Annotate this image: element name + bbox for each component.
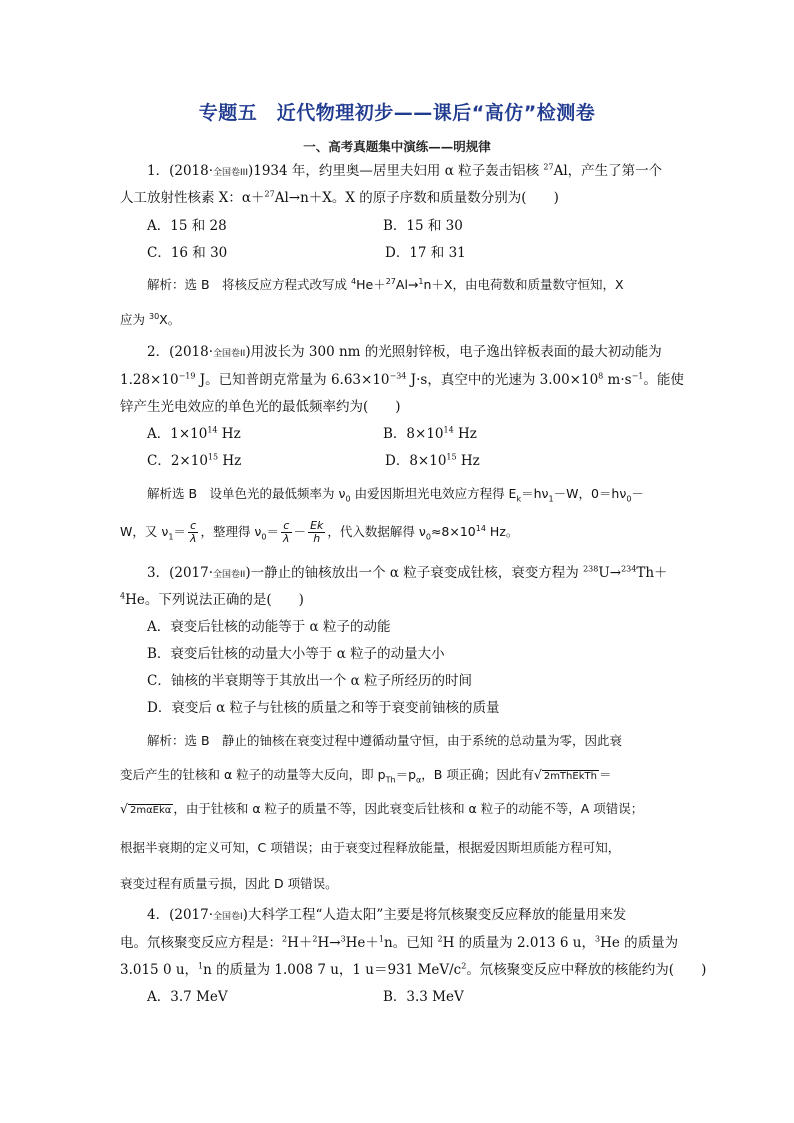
q1-solution-line1 [147, 276, 707, 294]
q3-solution-text: ＝p [395, 767, 417, 782]
q2-solution-text: ≈8×10 [430, 524, 476, 539]
q2-solution-line2 [120, 520, 680, 545]
q1-al-mass: 27 [543, 162, 554, 172]
q2-exp: 14 [475, 523, 486, 533]
q2-solution-text: 由爱因斯坦光电效应方程得 E [350, 486, 517, 501]
q3-solution-line4: 根据半衰期的定义可知，C 项错误；由于衰变过程释放能量，根据爱因斯坦质能方程可知， [120, 840, 621, 855]
q1-text: Al，产生了第一个 [553, 163, 663, 179]
q2-solution-text: －W，0＝hν [553, 486, 627, 501]
fraction-c-over-lambda [188, 520, 199, 545]
q3-text: He。下列说法正确的是( ) [125, 592, 304, 608]
q2-solution-text: W，又 ν [120, 524, 169, 539]
q1-solution-text: Al→ [395, 277, 419, 292]
q2-opt-text: C．2×10 [147, 453, 208, 469]
q2-stem-line2 [120, 371, 684, 389]
q2-source: 全国卷II [213, 349, 246, 359]
q4-sup: 3 [594, 934, 601, 944]
q1-solution-text: X。 [159, 312, 181, 327]
q2-solution-text: Hz。 [485, 524, 519, 539]
q3-text: 3．(2017· [147, 565, 214, 581]
q4-source: 全国卷I [213, 912, 243, 922]
q1-text: 人工放射性核素 X：α＋ [120, 190, 265, 206]
fraction-c-over-lambda [281, 520, 292, 545]
q3-text: )一静止的铀核放出一个 α 粒子衰变成钍核，衰变方程为 [245, 565, 584, 581]
q1-text: )1934 年，约里奥—居里夫妇用 α 粒子轰击铝核 [247, 163, 544, 179]
section-heading: 一、高考真题集中演练——明规律 [303, 139, 491, 154]
q2-text: )用波长为 300 nm 的光照射锌板，电子逸出锌板表面的最大初动能为 [245, 344, 662, 360]
q2-text: 2．(2018· [147, 344, 214, 360]
q2-solution-text: ＝ [173, 524, 186, 539]
q2-exp: 8 [598, 371, 604, 381]
q4-option-b: B．3.3 MeV [383, 989, 464, 1005]
q1-solution-text: 应为 [120, 312, 149, 327]
q4-text: He＋ [345, 935, 379, 951]
fraction-denominator: λ [283, 532, 290, 545]
q1-option-d: D．17 和 31 [385, 245, 466, 261]
q1-al-mass: 27 [264, 189, 275, 199]
q2-solution-text: － [293, 524, 307, 539]
q2-sub: 1 [548, 494, 554, 504]
q2-sub: 0 [345, 494, 351, 504]
q1-solution-text: 解析：选 B 将核反应方程式改写成 [147, 277, 352, 292]
fraction-ek-over-h [308, 520, 325, 545]
sqrt-expression: 2mαEkα [129, 805, 172, 816]
q3-stem-line1 [147, 564, 707, 584]
q2-opt-unit: Hz [218, 453, 242, 469]
sqrt-expression: 2mThEkTh [543, 771, 597, 782]
q1-sup: 30 [148, 311, 160, 321]
q2-sub: 1 [168, 532, 174, 542]
q3-option-c: C．铀核的半衰期等于其放出一个 α 粒子所经历的时间 [147, 673, 473, 689]
fraction-denominator: h [313, 532, 321, 545]
q4-sup: 1 [198, 961, 204, 971]
q2-solution-text: ，代入数据解得 ν [327, 524, 426, 539]
q1-option-a: A．15 和 28 [147, 218, 227, 234]
q2-option-b [383, 425, 477, 443]
q1-sup: 4 [351, 276, 357, 286]
sqrt-symbol: √ [533, 767, 542, 782]
q3-solution-text: ，由于钍核和 α 粒子的质量不等，因此衰变后钍核和 α 粒子的动能不等，A 项错误； [173, 801, 644, 816]
fraction-numerator: Ek [310, 519, 324, 532]
q2-opt-exp: 15 [207, 452, 219, 462]
q2-options-row2 [147, 452, 707, 470]
q4-text: 电。氘核聚变反应方程是： [120, 935, 282, 951]
q1-option-b: B．15 和 30 [383, 218, 463, 234]
q4-option-a: A．3.7 MeV [147, 989, 228, 1005]
q2-sub: k [516, 494, 522, 504]
q3-sup: 4 [120, 591, 126, 601]
q2-option-d [385, 452, 480, 470]
q4-text: H＋ [287, 935, 313, 951]
q2-opt-unit: Hz [217, 426, 241, 442]
q2-option-a [147, 426, 241, 442]
fraction-denominator: λ [189, 532, 197, 545]
q4-text: n 的质量为 1.008 7 u，1 u＝931 MeV/c [203, 962, 462, 978]
q3-solution-text: ＝ [598, 767, 612, 782]
q4-text: n。已知 [384, 935, 438, 951]
q1-text: 1．(2018· [147, 163, 214, 179]
q3-solution-text: 变后产生的钍核和 α 粒子的动量等大反向，即 p [120, 767, 386, 782]
q3-solution-line5: 衰变过程有质量亏损，因此 D 项错误。 [120, 876, 338, 891]
q4-sup: 1 [378, 934, 385, 944]
q3-solution-line3 [120, 800, 680, 820]
q2-text: m·s [603, 372, 632, 388]
q3-source: 全国卷II [213, 570, 246, 580]
q2-sub: 0 [626, 494, 632, 504]
q2-exp: −1 [631, 371, 644, 381]
q2-stem-line1 [147, 343, 707, 363]
q1-option-c: C．16 和 30 [147, 245, 228, 261]
q2-opt-exp: 14 [207, 425, 218, 435]
q3-text: Th＋ [636, 565, 668, 581]
q2-sub: 0 [425, 532, 431, 542]
q2-text: J。已知普朗克常量为 6.63×10 [195, 372, 390, 388]
q3-sub: α [416, 775, 422, 785]
q2-stem-line3: 锌产生光电效应的单色光的最低频率约为( ) [120, 399, 401, 415]
q2-solution-text: － [631, 486, 644, 501]
page-title: 专题五 近代物理初步——课后“高仿”检测卷 [198, 102, 596, 124]
q1-sup: 27 [385, 276, 396, 286]
q2-options-row1 [147, 425, 707, 443]
q2-text: 。能使 [643, 372, 684, 388]
q4-text: 3.015 0 u， [120, 962, 199, 978]
q3-stem-line2 [120, 591, 680, 609]
q2-opt-text: D．8×10 [385, 453, 447, 469]
q3-solution-text: ，B 项正确；因此有 [421, 767, 534, 782]
q2-opt-unit: Hz [453, 426, 477, 442]
fraction-numerator: c [281, 520, 292, 533]
q1-options-row1 [147, 217, 707, 235]
q2-solution-text: ＝hν [521, 486, 549, 501]
q3-solution-line2 [120, 766, 680, 786]
q3-sup: 238 [583, 564, 599, 574]
q4-sup: 3 [340, 934, 346, 944]
q4-text: He 的质量为 [600, 935, 679, 951]
q1-source: 全国卷III [213, 168, 248, 178]
q2-opt-exp: 15 [446, 452, 457, 462]
q1-stem-line1 [147, 162, 707, 182]
q1-stem-line2 [120, 189, 680, 207]
q1-text: Al→n＋X。X 的原子序数和质量数分别为( ) [274, 190, 559, 206]
q4-text: H 的质量为 2.013 6 u， [442, 935, 595, 951]
fraction-numerator: c [188, 520, 199, 533]
q1-solution-text: He＋ [356, 277, 386, 292]
q4-options-row1 [147, 988, 707, 1006]
q4-sup: 2 [282, 934, 288, 944]
q1-solution-line2 [120, 311, 680, 329]
q4-text: 4．(2017· [147, 907, 214, 923]
q2-sub: 0 [261, 532, 267, 542]
q4-text: H→ [317, 935, 341, 951]
q4-sup: 2 [312, 934, 318, 944]
q4-stem-line1 [147, 906, 707, 926]
q2-opt-text: A．1×10 [147, 426, 208, 442]
q1-sup: 1 [418, 276, 424, 286]
q2-text: 1.28×10 [120, 372, 179, 388]
q3-text: U→ [598, 565, 622, 581]
q3-solution-line1: 解析：选 B 静止的铀核在衰变过程中遵循动量守恒，由于系统的总动量为零，因此衰 [147, 733, 623, 748]
q2-opt-unit: Hz [456, 453, 480, 469]
q1-options-row2 [147, 244, 707, 262]
q2-solution-text: 解析选 B 设单色光的最低频率为 ν [147, 486, 346, 501]
q3-option-d: D．衰变后 α 粒子与钍核的质量之和等于衰变前铀核的质量 [147, 700, 500, 716]
sqrt-symbol: √ [120, 801, 128, 816]
q3-option-b: B．衰变后钍核的动量大小等于 α 粒子的动量大小 [147, 646, 445, 662]
q1-solution-text: n＋X，由电荷数和质量数守恒知，X [423, 277, 624, 292]
q2-solution-text: ，整理得 ν [200, 524, 262, 539]
q3-option-a: A．衰变后钍核的动能等于 α 粒子的动能 [147, 619, 391, 635]
q3-sub: Th [385, 775, 396, 785]
q2-solution-text: ＝ [266, 524, 280, 539]
q2-solution-line1 [147, 485, 707, 503]
q2-exp: −34 [389, 371, 407, 381]
q4-stem-line2 [120, 934, 680, 952]
q2-exp: −19 [178, 371, 196, 381]
q4-sup: 2 [437, 934, 443, 944]
q2-opt-text: B．8×10 [383, 426, 444, 442]
q2-option-c [147, 453, 241, 469]
q4-stem-line3 [120, 961, 707, 979]
q2-opt-exp: 14 [443, 425, 454, 435]
q3-sup: 234 [621, 564, 637, 574]
q2-text: J·s，真空中的光速为 3.00×10 [406, 372, 599, 388]
q4-sup: 2 [461, 961, 467, 971]
q4-text: 。氘核聚变反应中释放的核能约为( ) [466, 962, 707, 978]
q4-text: )大科学工程“人造太阳”主要是将氘核聚变反应释放的能量用来发 [242, 907, 627, 923]
